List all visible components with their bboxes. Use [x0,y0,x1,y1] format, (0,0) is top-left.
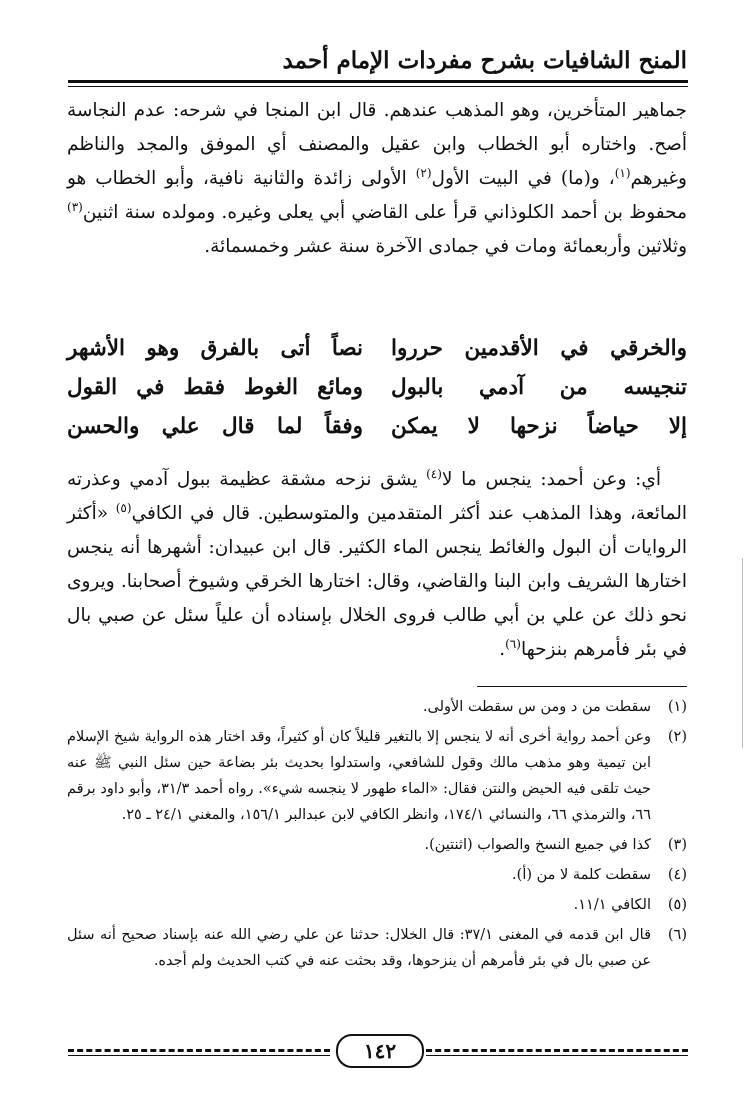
footnote [67,892,687,918]
running-head: المنح الشافيات بشرح مفردات الإمام أحمد [282,47,687,74]
footer-ornament-right [426,1049,688,1052]
footer-ornament-left [68,1049,330,1052]
para1-text-d: وثلاثين وأربعمائة ومات في جمادى الآخرة سنة عشر وخمسمائة. [204,236,687,257]
para1-text-a: جماهير المتأخرين، وهو المذهب عندهم. قال ابن المنجا في شرحه: عدم النجاسة أصح. واختاره أبو الخطاب وابن عقيل والمصنف أي الموفق والمجد والناظم وغيرهم [67,100,687,189]
footnote-ref-2[interactable]: (٢) [415,165,432,180]
header-rule-thin [68,86,688,87]
footnote [67,862,687,888]
footer-rule-right [426,1055,688,1056]
para2-text-d: . [499,639,506,660]
footnote-ref-1[interactable]: (١) [614,165,631,180]
footnotes [67,694,687,978]
footnote-number: (٢) [667,729,687,745]
footnote-number: (٥) [667,897,687,913]
footnote-ref-5[interactable]: (٥) [115,500,132,515]
para1-text-b: ، و(ما) في البيت الأول [431,168,615,189]
verse-first-hemistich: إلا حياضاً نزحها لا يمكن [391,414,687,439]
verse-line [67,375,687,414]
footnote-number: (٣) [667,837,687,853]
para1-text-c: الأولى زائدة والثانية نافية، وأبو الخطاب هو محفوظ بن أحمد الكلوذاني قرأ على القاضي أبي يعلى وغيره. ومولده سنة اثنين [67,168,687,223]
verse-second-hemistich: ومائع الغوط فقط في القول [67,375,363,400]
footnote-number: (١) [667,699,687,715]
body-paragraph-1 [67,94,687,264]
footer-rule-left [68,1055,330,1056]
verse-second-hemistich: وفقاً لما قال علي والحسن [67,414,363,439]
footnote-ref-4[interactable]: (٤) [426,466,442,481]
verse-line [67,336,687,375]
footnote-number: (٤) [667,867,687,883]
footnote [67,724,687,828]
scan-edge-mark [742,558,743,748]
footnote-ref-3[interactable]: (٣) [67,199,83,214]
footnote [67,694,687,720]
verse-first-hemistich: تنجيسه من آدمي بالبول [391,375,687,400]
footnote-number: (٦) [667,927,687,943]
page-number: ١٤٢ [336,1034,424,1068]
footnote-separator [477,686,687,687]
header-rule-thick [68,80,688,83]
verse-first-hemistich: والخرقي في الأقدمين حرروا [391,336,687,361]
para2-text-b: يشق نزحه مشقة عظيمة ببول آدمي وعذرته المائعة، وهذا المذهب عند أكثر المتقدمين والمتوسطين. قال في الكافي [67,469,687,524]
footnote [67,832,687,858]
poem-verses [67,336,687,453]
footnote-text: قال ابن قدمه في المغنى ٣٧/١: قال الخلال: حدثنا عن علي رضي الله عنه بإسناد صحيح أنه سئل عن صبي بال في بئر فأمرهم أن ينزحوها، وقد بحثت عنه في كتب الحديث ولم أجده. [67,927,652,969]
footnote [67,922,687,974]
para2-text-a: أي: وعن أحمد: ينجس ما لا [441,469,661,490]
footnote-text: وعن أحمد رواية أخرى أنه لا ينجس إلا بالتغير قليلاً كان أو كثيراً، وقد اختار هذه الرواية شيخ الإسلام ابن تيمية وهو مذهب مالك وقول للشافعي، واستدلوا بحديث بئر بضاعة حين سئل النبي ﷺ عنه حيث تلقى فيه الحيض والنتن فقال: «الماء طهور لا ينجسه شيء». رواه أحمد ٣١/٣، وأبو داود برقم ٦٦، والترمذي ٦٦، والنسائي ١٧٤/١، وانظر الكافي لابن عبدالبر ١٥٦/١، والمغني ٢٤/١ ـ ٢٥. [67,729,651,823]
verse-line [67,414,687,453]
footnote-text: سقطت من د ومن س سقطت الأولى. [422,699,651,715]
footnote-text: كذا في جميع النسخ والصواب (اثنتين). [424,837,651,853]
footnote-ref-6[interactable]: (٦) [505,636,521,651]
page-footer [68,1030,688,1070]
body-paragraph-2 [67,463,687,667]
footnote-text: الكافي ١١/١. [573,897,651,913]
para2-text-c: «أكثر الروايات أن البول والغائط ينجس الماء الكثير. قال ابن عبيدان: أشهرها أنه ينجس اختارها الشريف وابن البنا والقاضي، وقال: اختارها الخرقي وشيوخ أصحابنا. ويروى نحو ذلك عن علي بن أبي طالب فروى الخلال بإسناده أن علياً سئل عن صبي بال في بئر فأمرهم بنزحها [67,503,687,660]
verse-second-hemistich: نصاً أتى بالفرق وهو الأشهر [67,336,363,361]
footnote-text: سقطت كلمة لا من (أ). [512,867,651,883]
